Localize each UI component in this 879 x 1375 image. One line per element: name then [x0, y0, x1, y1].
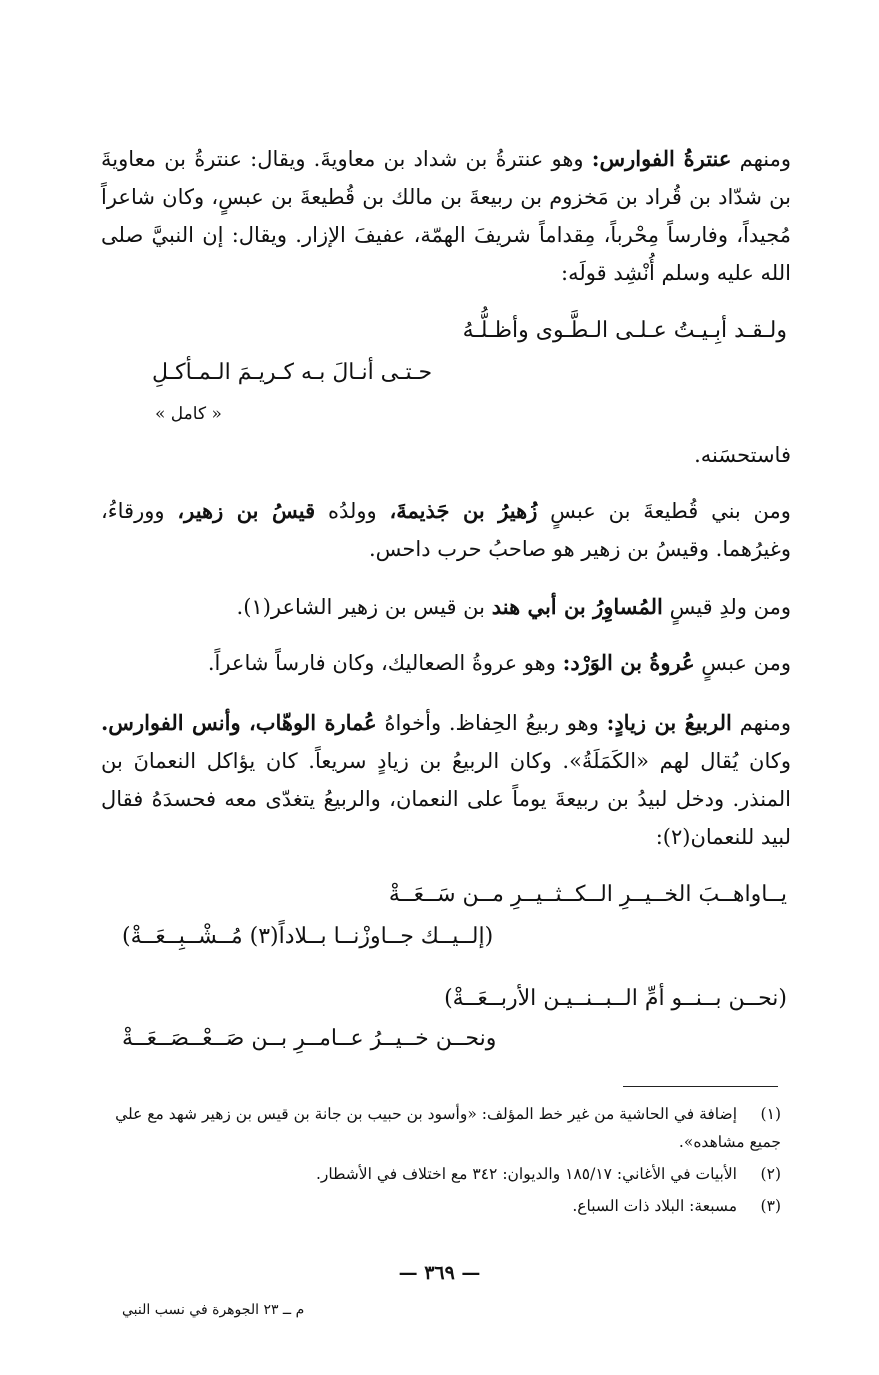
name-urwa: عُروةُ بن الوَرْد:: [562, 650, 695, 675]
verse2-line1: يــاواهــبَ الخــيــرِ الــكــثــيــرِ مــن سَــعَــةْ: [388, 882, 787, 907]
footnote-text: إضافة في الحاشية من غير خط المؤلف: «وأسود بن حبيب بن جانة بن قيس بن زهير شهد مع علي جميع مشاهده».: [115, 1105, 781, 1151]
verse2-line4: ونحــن خــيــرُ عــامــرِ بــن صَــعْــصَــعَــةْ: [122, 1026, 497, 1051]
footnote-separator: [623, 1086, 778, 1087]
footnote-number: (١): [760, 1105, 781, 1123]
footnote-text: مسبعة: البلاد ذات السباع.: [572, 1197, 737, 1215]
verse1-line1: ولـقـد أبِـيـتُ عـلـى الـطَّـوى وأظـلُّـهُ: [462, 318, 787, 343]
page-number: — ٣٦٩ —: [398, 1262, 481, 1284]
verse2-line3: (نحــن بــنــو أمِّ الــبــنــيـن الأربــعَــةْ): [444, 986, 787, 1011]
paragraph-urwa: ومن عبسٍ عُروةُ بن الوَرْد: وهو عروةُ الصعاليك، وكان فارساً شاعراً.: [207, 650, 791, 675]
footnote-1: [101, 1100, 781, 1156]
verse1-line2: حـتـى أنـالَ بـه كـريـمَ الـمـأكـلِ: [152, 360, 433, 385]
name-musawir: المُساوِرُ بن أبي هند: [491, 594, 663, 619]
footnote-3: [101, 1192, 781, 1220]
name-qays: قيسُ بن زهير،: [177, 498, 316, 523]
footnote-number: (٢): [760, 1165, 781, 1183]
name-rabi: الربيعُ بن زيادٍ:: [606, 710, 732, 735]
name-antara: عنترةُ الفوارس:: [591, 146, 732, 171]
verse2-line2: (إلــيــك جــاوزْنــا بــلاداً(٣) مُــشْــبِــعَــةْ): [122, 924, 494, 949]
paragraph-rabi: ومنهم الربيعُ بن زيادٍ: وهو ربيعُ الحِفاظ. وأخواهُ عُمارة الوهّاب، وأنس الفوارس. وكان يُقال لهم «الكَمَلَةُ». وكان الربيعُ بن زيادٍ سريعاً. كان يؤاكل النعمانَ بن المنذر. ودخل لبيدُ بن ربيعةَ يوماً على النعمان، والربيعُ يتغدّى معه فحسدَهُ فقال لبيد للنعمان(٢):: [101, 710, 791, 849]
name-umara: عُمارة الوهّاب، وأنس الفوارس.: [101, 710, 377, 735]
paragraph-istahsanah: فاستحسَنه.: [694, 443, 791, 467]
footnote-2: [101, 1160, 781, 1188]
footnote-text: الأبيات في الأغاني: ١٨٥/١٧ والديوان: ٣٤٢ مع اختلاف في الأشطار.: [315, 1165, 737, 1183]
paragraph-zuhayr: ومن بني قُطيعةَ بن عبسٍ زُهيرُ بن جَذيمةَ، وولدُه قيسُ بن زهير، وورقاءُ، وغيرُهما. وقيسُ بن زهير هو صاحبُ حرب داحس.: [101, 498, 791, 561]
paragraph-text: وهو عنترةُ بن شداد بن معاويةَ. ويقال: عنترةُ بن معاويةَ بن شدّاد بن قُراد بن مَخزوم بن ربيعةَ بن مالك بن قُطيعةَ بن عبسٍ، وكان شاعراً مُجيداً، وفارساً مِحْرباً، مِقداماً شريفَ الهمّة، عفيفَ الإزار. ويقال: إن النبيَّ صلى الله عليه وسلم أُنْشِد قولَه:: [101, 147, 791, 285]
paragraph-antara: [101, 140, 791, 292]
meter-label: « كامل »: [155, 404, 222, 424]
name-zuhayr: زُهيرُ بن جَذيمةَ،: [389, 498, 538, 523]
paragraph-lead: ومنهم: [739, 147, 791, 171]
footnote-number: (٣): [760, 1197, 781, 1215]
paragraph-musawir: ومن ولدِ قيسٍ المُساوِرُ بن أبي هند بن قيس بن زهير الشاعر(١).: [236, 594, 791, 619]
signature-line: م ــ ٢٣ الجوهرة في نسب النبي: [122, 1302, 305, 1318]
